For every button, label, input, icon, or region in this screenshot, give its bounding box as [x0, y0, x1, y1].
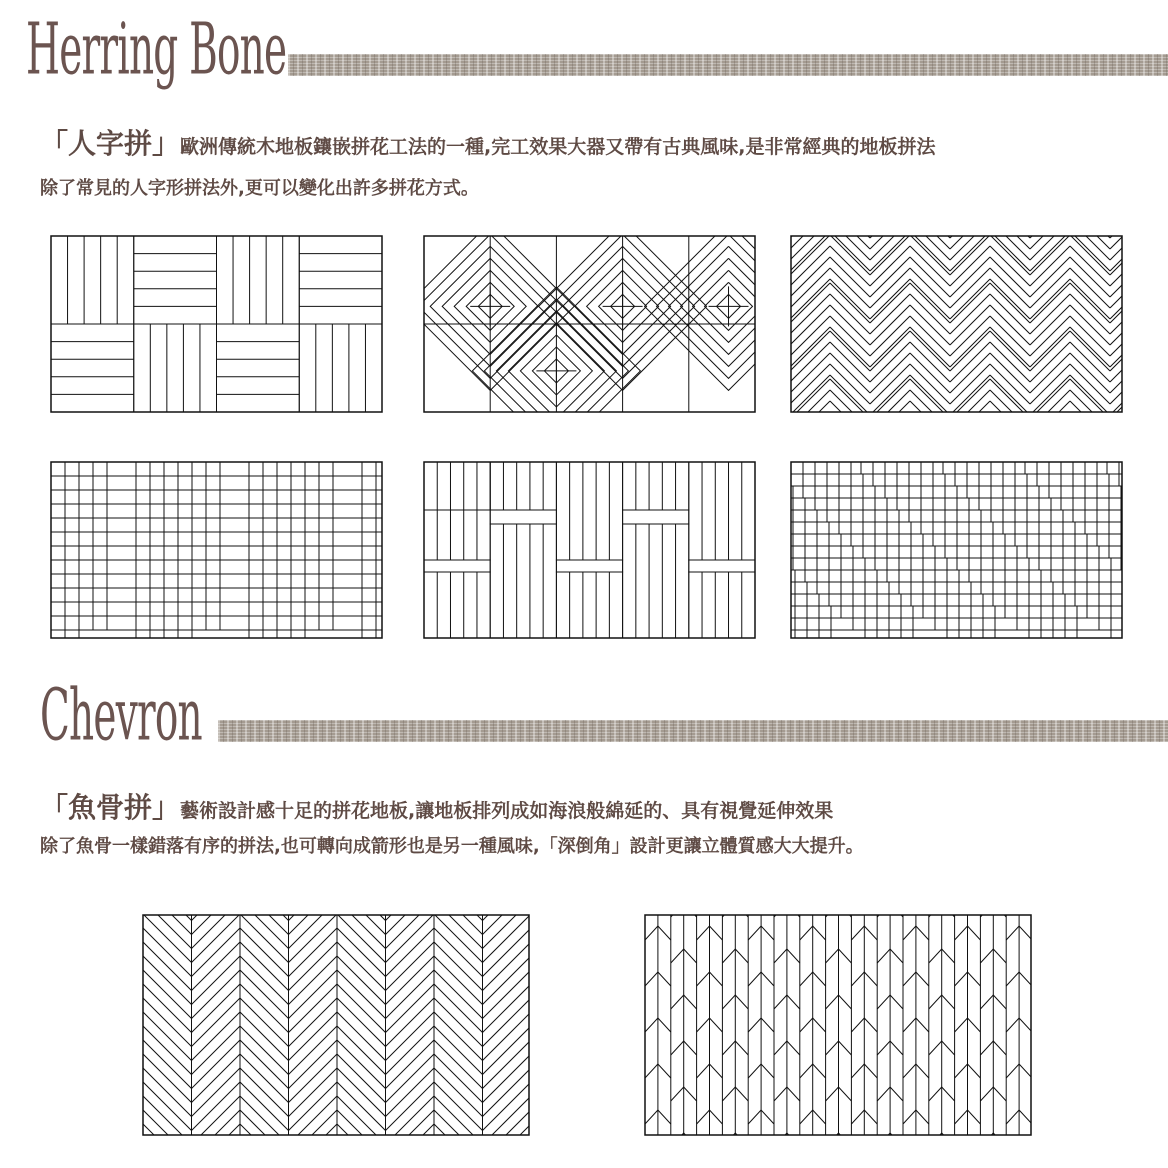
herring-bone-title: Herring Bone [26, 8, 287, 91]
herring-lead-text: 「人字拼」 [40, 127, 181, 160]
pattern-diagonal-herringbone [790, 235, 1123, 413]
chevron-title-bar [218, 720, 1168, 742]
herring-title-bar [288, 54, 1168, 76]
pattern-chevron-diagonal [142, 914, 530, 1136]
chevron-title: Chevron [40, 674, 202, 757]
pattern-double-herringbone [50, 461, 383, 639]
chevron-lead-text: 「魚骨拼」 [40, 791, 181, 824]
herring-description-line2: 除了常見的人字形拼法外,更可以變化出許多拼花方式。 [40, 178, 479, 199]
pattern-chevron-arrow [644, 914, 1032, 1136]
pattern-basket-weave [50, 235, 383, 413]
herring-description-line1 [40, 122, 935, 162]
pattern-stair-herringbone [790, 461, 1123, 639]
pattern-block-parquet [423, 461, 756, 639]
herring-line1-text: 歐洲傳統木地板鑲嵌拼花工法的一種,完工效果大器又帶有古典風味,是非常經典的地板拼法 [180, 136, 936, 158]
chevron-line1-text: 藝術設計感十足的拼花地板,讓地板排列成如海浪般綿延的、具有視覺延伸效果 [180, 800, 834, 822]
chevron-description-line2: 除了魚骨一樣錯落有序的拼法,也可轉向成箭形也是另一種風味,「深倒角」設計更讓立體質感大大提升。 [40, 836, 864, 857]
pattern-diamond-herringbone [423, 235, 756, 413]
chevron-description-line1 [40, 786, 833, 826]
